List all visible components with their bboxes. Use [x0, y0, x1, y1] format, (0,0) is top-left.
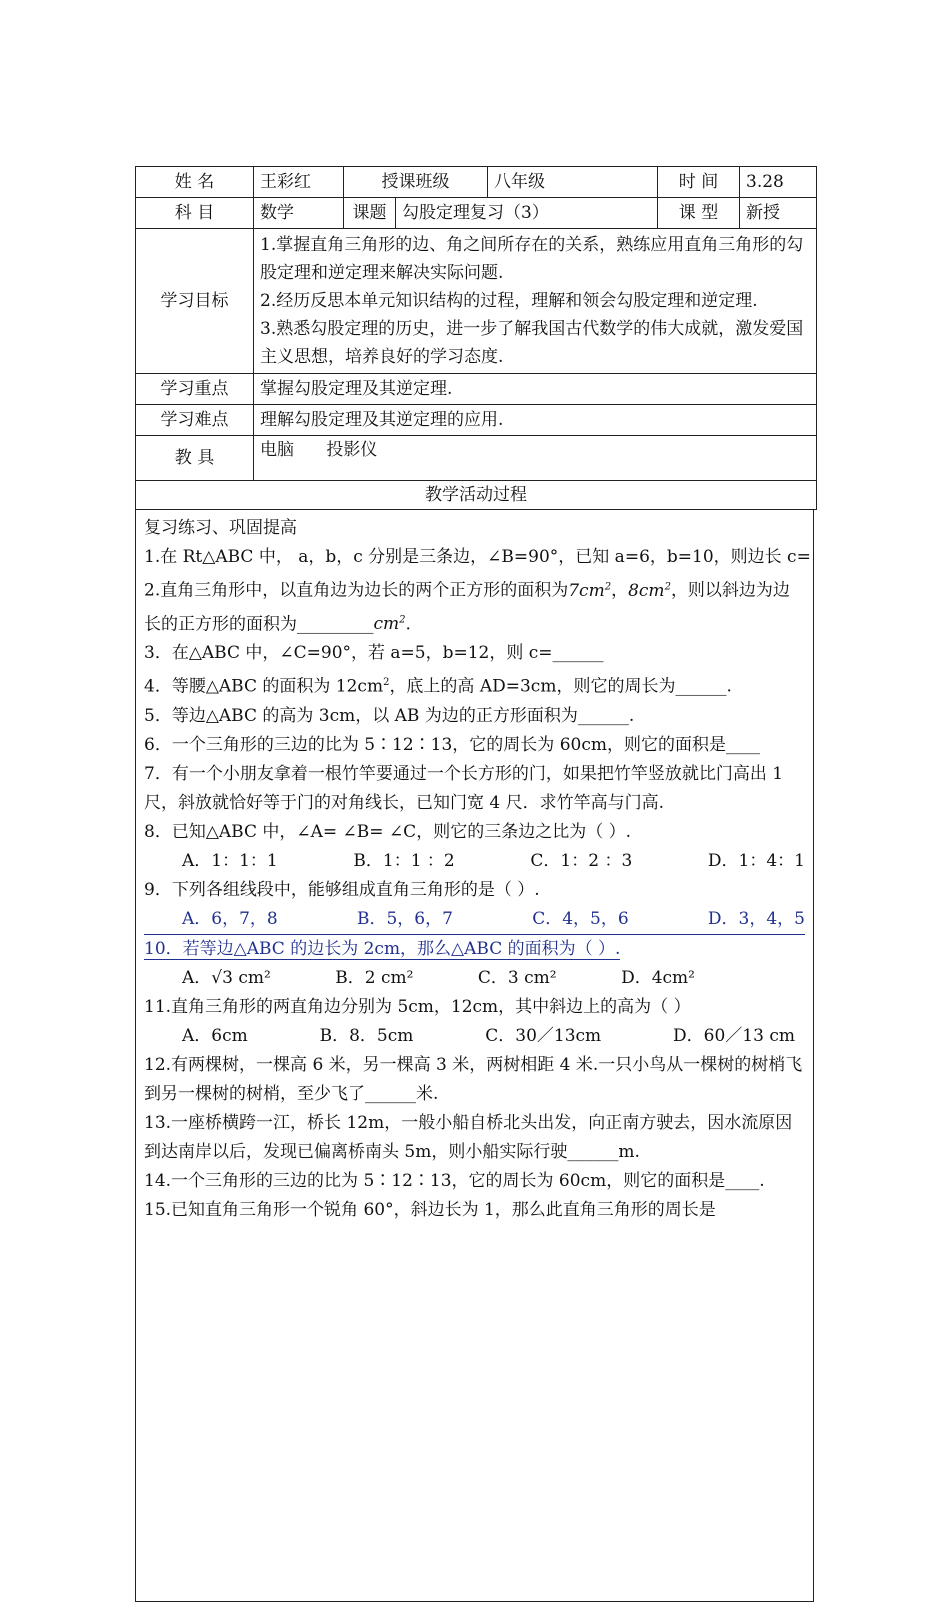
option: B．8．5cm: [319, 1025, 414, 1046]
option: A．6cm: [182, 1025, 248, 1046]
question-6: 6．一个三角形的三边的比为 5∶12∶13，它的周长为 60cm，则它的面积是____: [144, 734, 760, 755]
header-table: [135, 166, 817, 510]
option: B．5，6，7: [356, 908, 453, 929]
question-11: 11.直角三角形的两直角边分别为 5cm，12cm，其中斜边上的高为（ ）: [144, 996, 691, 1017]
question-5: 5．等边△ABC 的高为 3cm，以 AB 为边的正方形面积为______.: [144, 705, 635, 726]
question-7: 7．有一个小朋友拿着一根竹竿要通过一个长方形的门，如果把竹竿竖放就比门高出 1 尺，斜放就恰好等于门的对角线长，已知门宽 4 尺．求竹竿高与门高.: [144, 763, 784, 813]
option: C．3 cm²: [477, 967, 557, 988]
tools-label: 教 具: [136, 436, 254, 481]
type-value: 新授: [740, 198, 817, 229]
option: B．1：1 ：2: [353, 850, 455, 871]
goals-content: [254, 229, 817, 374]
name-value: 王彩红: [254, 167, 344, 198]
q2-text-b: ，则以斜边为边长的正方形的面积为: [144, 580, 790, 635]
key-points-label: 学习重点: [136, 374, 254, 405]
topic-label: 课题: [344, 198, 396, 229]
goal-item: 3.熟悉勾股定理的历史，进一步了解我国古代数学的伟大成就，激发爱国主义思想，培养良好的学习态度.: [260, 319, 804, 367]
option: A．6，7，8: [182, 908, 278, 929]
process-title-row: [136, 481, 817, 510]
option: D．1：4：1: [707, 850, 805, 871]
goals-row: [136, 229, 817, 374]
question-2: 2.直角三角形中，以直角边为边长的两个正方形的面积为$7cm^2$，$8cm^2$，则以斜边为边长的正方形的面积为$\_\_\_\_\_\_\_\_\_cm^2$.: [144, 580, 790, 635]
exercise-body: [135, 510, 814, 1602]
option: B．2 cm²: [335, 967, 414, 988]
q2-text-a: 2.直角三角形中，以直角边为边长的两个正方形的面积为: [144, 580, 569, 601]
option: D．60／13 cm: [673, 1025, 795, 1046]
option: A．1：1：1: [182, 850, 278, 871]
question-9-options: [144, 905, 805, 935]
process-title: 教学活动过程: [136, 481, 817, 510]
question-11-options: [144, 1022, 805, 1051]
question-4: 4．等腰△ABC 的面积为 $12cm^2$，底上的高 AD=3cm，则它的周长为______.: [144, 676, 732, 697]
subject-label: 科 目: [136, 198, 254, 229]
question-8: 8．已知△ABC 中，∠A= ∠B= ∠C，则它的三条边之比为（ ）.: [144, 821, 631, 842]
difficulties-value: 理解勾股定理及其逆定理的应用.: [254, 405, 817, 436]
option: C．30／13cm: [485, 1025, 602, 1046]
time-label: 时 间: [658, 167, 740, 198]
header-row-2: [136, 198, 817, 229]
type-label: 课 型: [658, 198, 740, 229]
q2-unit: $cm^2$: [373, 614, 406, 635]
question-13: 13.一座桥横跨一江，桥长 12m，一般小船自桥北头出发，向正南方驶去，因水流原因到达南岸以后，发现已偏离桥南头 5m，则小船实际行驶______m.: [144, 1112, 793, 1162]
lesson-plan-sheet: [135, 166, 816, 1602]
q2-area-2: $8cm^2$: [628, 580, 671, 601]
review-title: 复习练习、巩固提高: [144, 518, 297, 538]
key-points-row: [136, 374, 817, 405]
class-label: 授课班级: [344, 167, 488, 198]
goal-item: 2.经历反思本单元知识结构的过程，理解和领会勾股定理和逆定理.: [260, 291, 758, 311]
question-9: 9．下列各组线段中，能够组成直角三角形的是（ ）.: [144, 879, 540, 900]
option: C．4，5，6: [532, 908, 629, 929]
topic-value: 勾股定理复习（3）: [396, 198, 658, 229]
subject-value: 数学: [254, 198, 344, 229]
header-row-1: [136, 167, 817, 198]
q2-blank: _________: [297, 614, 374, 635]
question-15: 15.已知直角三角形一个锐角 60°，斜边长为 1，那么此直角三角形的周长是: [144, 1199, 716, 1220]
question-14: 14.一个三角形的三边的比为 5∶12∶13，它的周长为 60cm，则它的面积是____.: [144, 1170, 765, 1191]
question-10: 10．若等边△ABC 的边长为 2cm，那么△ABC 的面积为（ ）.: [144, 938, 621, 959]
key-points-value: 掌握勾股定理及其逆定理.: [254, 374, 817, 405]
q2-area-1: $7cm^2$: [568, 580, 612, 601]
name-label: 姓 名: [136, 167, 254, 198]
time-value: 3.28: [740, 167, 817, 198]
option: D．3，4，5: [707, 908, 805, 929]
tools-value: 电脑 投影仪: [254, 436, 817, 481]
tools-row: [136, 436, 817, 481]
question-1: 1.在 Rt△ABC 中， a，b，c 分别是三条边，∠B=90°，已知 a=6，b=10，则边长 c=: [144, 547, 811, 567]
option: C．1：2 ：3: [530, 850, 633, 871]
option: D．4cm²: [621, 967, 695, 988]
question-10-options: [144, 964, 805, 993]
class-value: 八年级: [488, 167, 658, 198]
goals-label: 学习目标: [136, 229, 254, 374]
difficulties-row: [136, 405, 817, 436]
goal-item: 1.掌握直角三角形的边、角之间所存在的关系，熟练应用直角三角形的勾股定理和逆定理来解决实际问题.: [260, 235, 804, 283]
question-12: 12.有两棵树，一棵高 6 米，另一棵高 3 米，两树相距 4 米.一只小鸟从一棵树的树梢飞到另一棵树的树梢，至少飞了______米.: [144, 1054, 803, 1104]
difficulties-label: 学习难点: [136, 405, 254, 436]
question-8-options: [144, 847, 805, 876]
option: A．√3 cm²: [182, 967, 271, 988]
question-3: 3．在△ABC 中，∠C=90°，若 a=5，b=12，则 c=______: [144, 643, 604, 664]
